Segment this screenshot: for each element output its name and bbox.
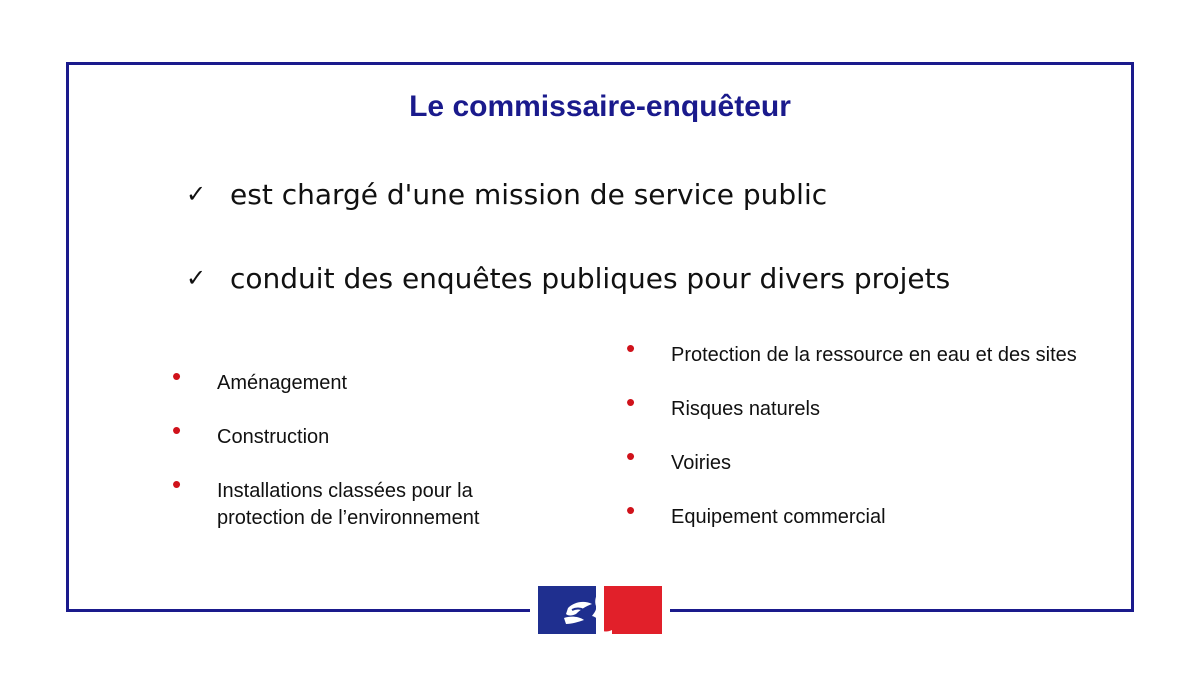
slide-title: Le commissaire-enquêteur	[409, 90, 791, 123]
list-item-text: Installations classées pour la protection de l’environnement	[217, 480, 480, 529]
marianne-logo-icon	[530, 582, 670, 638]
marianne-logo-graphic	[538, 586, 662, 634]
check-item-text: conduit des enquêtes publiques pour divers projets	[230, 261, 951, 295]
list-item	[626, 387, 1096, 423]
left-bullet-list	[172, 361, 542, 559]
bullet-dot-icon: •	[626, 495, 636, 525]
check-list	[186, 172, 950, 340]
list-item	[626, 441, 1096, 477]
bullet-dot-icon: •	[626, 387, 636, 417]
right-bullet-list	[626, 333, 1096, 558]
bullet-dot-icon: •	[172, 415, 182, 445]
bullet-dot-icon: •	[626, 333, 636, 363]
check-item	[186, 172, 950, 216]
checkmark-icon: ✓	[186, 180, 207, 208]
check-item	[186, 256, 950, 300]
bullet-dot-icon: •	[172, 361, 182, 391]
bullet-dot-icon: •	[172, 469, 182, 499]
list-item-text: Aménagement	[217, 372, 348, 394]
list-item	[626, 333, 1081, 369]
list-item	[172, 361, 542, 397]
list-item	[172, 469, 517, 532]
list-item-text: Risques naturels	[671, 398, 820, 420]
list-item	[626, 495, 1096, 531]
bullet-dot-icon: •	[626, 441, 636, 471]
list-item-text: Voiries	[671, 452, 732, 474]
list-item	[172, 415, 542, 451]
list-item-text: Protection de la ressource en eau et des sites	[671, 344, 1077, 366]
checkmark-icon: ✓	[186, 264, 207, 292]
check-item-text: est chargé d'une mission de service public	[230, 177, 828, 211]
list-item-text: Construction	[217, 426, 330, 448]
list-item-text: Equipement commercial	[671, 506, 886, 528]
